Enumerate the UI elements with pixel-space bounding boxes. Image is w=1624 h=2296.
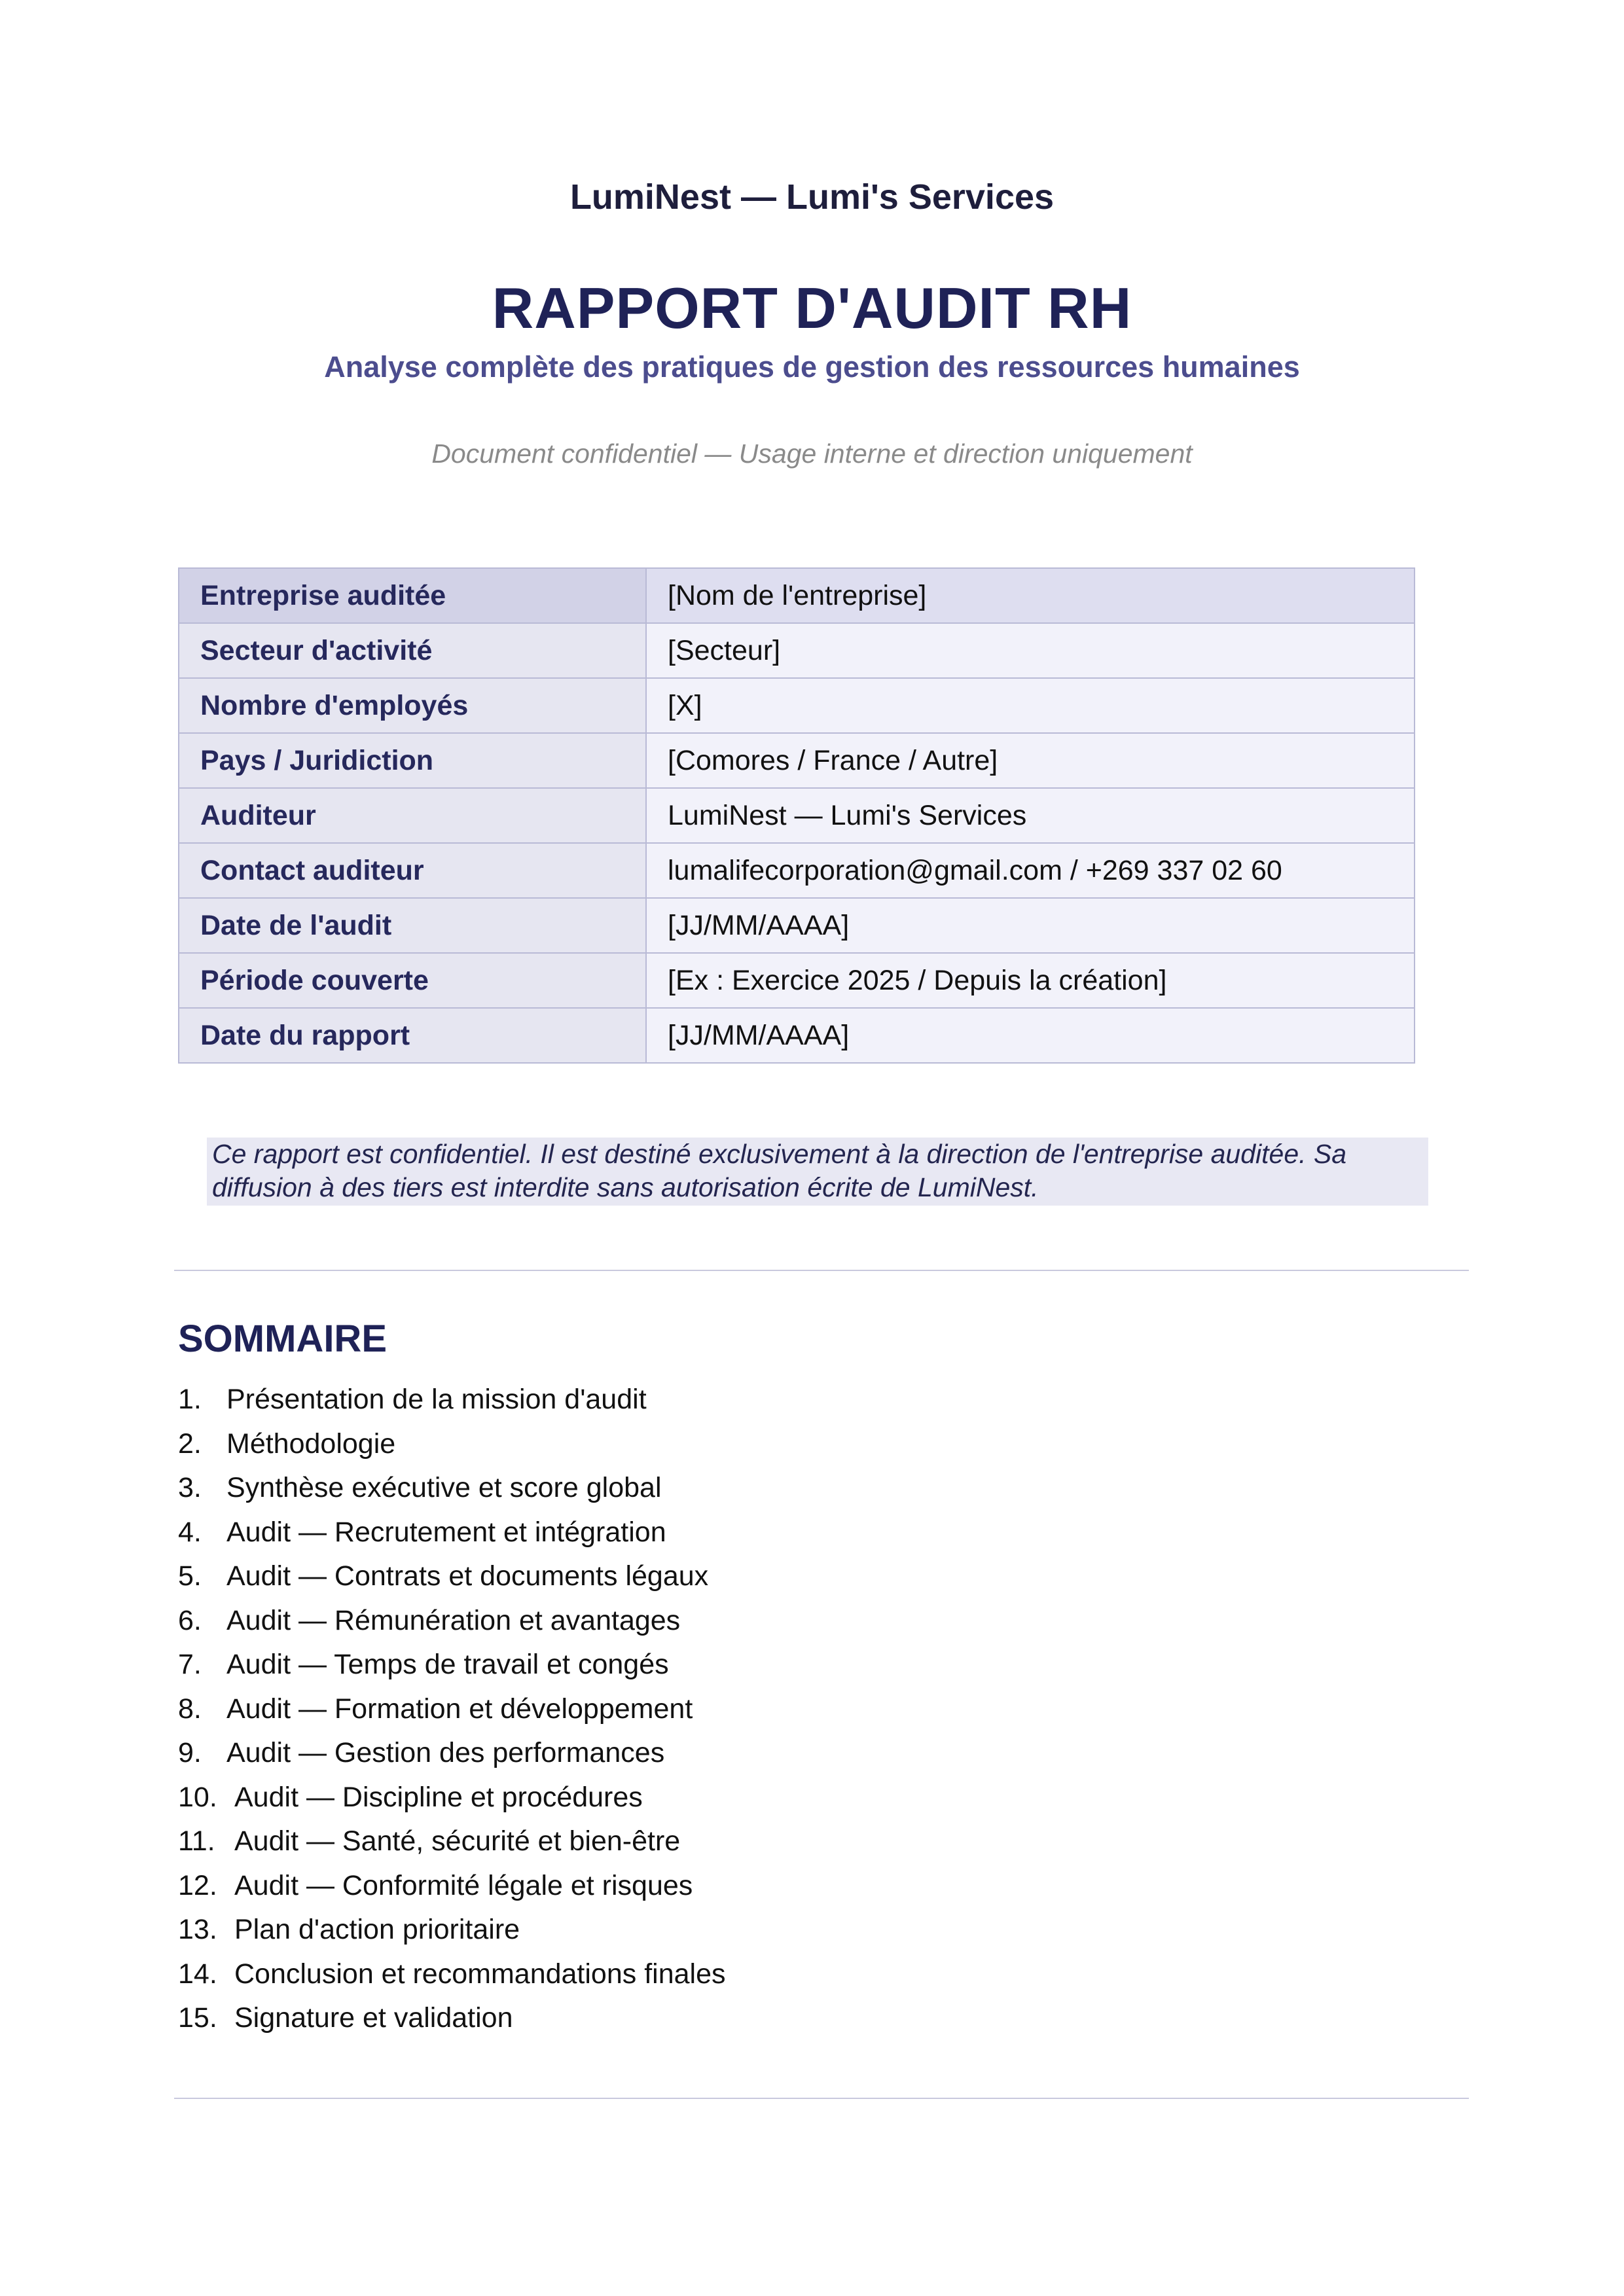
toc-item: [178, 1776, 726, 1820]
info-value: [X]: [646, 678, 1415, 733]
toc-item-label: Audit — Gestion des performances: [226, 1737, 665, 1768]
toc-item-label: Audit — Santé, sécurité et bien-être: [234, 1825, 681, 1857]
toc-item: [178, 1643, 726, 1687]
toc-item: [178, 1511, 726, 1555]
table-of-contents: [178, 1378, 726, 2041]
toc-item-label: Audit — Formation et développement: [226, 1693, 693, 1725]
audit-info-table: [178, 567, 1415, 1064]
toc-item: [178, 1422, 726, 1467]
report-subtitle: Analyse complète des pratiques de gestion des ressources humaines: [324, 350, 1300, 384]
confidential-note: Document confidentiel — Usage interne et direction uniquement: [431, 439, 1193, 469]
info-label: Période couverte: [179, 953, 646, 1008]
toc-item: [178, 1996, 726, 2041]
info-row: [179, 953, 1415, 1008]
info-value: [JJ/MM/AAAA]: [646, 898, 1415, 953]
toc-item: [178, 1864, 726, 1909]
info-row: [179, 678, 1415, 733]
info-label: Contact auditeur: [179, 843, 646, 898]
toc-item: [178, 1908, 726, 1952]
toc-item: [178, 1687, 726, 1732]
info-row: [179, 623, 1415, 678]
sommaire-title: SOMMAIRE: [178, 1318, 387, 1360]
section-divider: [174, 2098, 1469, 2099]
toc-item-number: 12.: [178, 1869, 217, 1901]
toc-item-label: Présentation de la mission d'audit: [226, 1384, 647, 1415]
toc-item-number: 5.: [178, 1560, 202, 1592]
info-row: [179, 568, 1415, 623]
info-label: Secteur d'activité: [179, 623, 646, 678]
toc-item-number: 11.: [178, 1825, 215, 1857]
toc-item-number: 9.: [178, 1737, 202, 1768]
info-row: [179, 898, 1415, 953]
toc-item-label: Audit — Discipline et procédures: [234, 1781, 643, 1813]
toc-item: [178, 1820, 726, 1864]
toc-item-number: 1.: [178, 1384, 202, 1415]
info-row: [179, 733, 1415, 788]
info-value: [Comores / France / Autre]: [646, 733, 1415, 788]
toc-item-number: 4.: [178, 1516, 202, 1548]
section-divider: [174, 1270, 1469, 1271]
toc-item: [178, 1599, 726, 1643]
info-label: Pays / Juridiction: [179, 733, 646, 788]
toc-item: [178, 1731, 726, 1776]
toc-item-label: Synthèse exécutive et score global: [226, 1472, 662, 1503]
toc-item-number: 15.: [178, 2002, 217, 2034]
info-value: [Ex : Exercice 2025 / Depuis la création]: [646, 953, 1415, 1008]
toc-item-number: 10.: [178, 1781, 217, 1813]
toc-item: [178, 1554, 726, 1599]
toc-item: [178, 1378, 726, 1422]
confidentiality-notice: [207, 1138, 1428, 1206]
info-value: lumalifecorporation@gmail.com / +269 337 02 60: [646, 843, 1415, 898]
info-label: Date du rapport: [179, 1008, 646, 1063]
info-label: Entreprise auditée: [179, 568, 646, 623]
toc-item-number: 6.: [178, 1604, 202, 1636]
report-title: RAPPORT D'AUDIT RH: [492, 276, 1132, 340]
info-value: LumiNest — Lumi's Services: [646, 788, 1415, 843]
toc-item-label: Audit — Recrutement et intégration: [226, 1516, 666, 1548]
toc-item-label: Audit — Temps de travail et congés: [226, 1649, 669, 1680]
notice-line: diffusion à des tiers est interdite sans autorisation écrite de LumiNest.: [212, 1172, 1039, 1202]
toc-item-number: 13.: [178, 1914, 217, 1945]
info-value: [Nom de l'entreprise]: [646, 568, 1415, 623]
notice-line: Ce rapport est confidentiel. Il est destiné exclusivement à la direction de l'entreprise auditée. Sa: [212, 1139, 1347, 1169]
toc-item-label: Signature et validation: [234, 2002, 513, 2034]
toc-item-label: Plan d'action prioritaire: [234, 1914, 520, 1945]
toc-item-number: 14.: [178, 1958, 217, 1990]
company-name: LumiNest — Lumi's Services: [569, 177, 1055, 217]
toc-item: [178, 1466, 726, 1511]
info-label: Nombre d'employés: [179, 678, 646, 733]
toc-item-number: 3.: [178, 1472, 202, 1503]
toc-item-number: 7.: [178, 1649, 202, 1680]
toc-item-label: Audit — Contrats et documents légaux: [226, 1560, 709, 1592]
toc-item-label: Méthodologie: [226, 1427, 396, 1460]
info-value: [Secteur]: [646, 623, 1415, 678]
toc-item-label: Audit — Conformité légale et risques: [234, 1869, 693, 1901]
info-value: [JJ/MM/AAAA]: [646, 1008, 1415, 1063]
info-row: [179, 788, 1415, 843]
info-label: Date de l'audit: [179, 898, 646, 953]
info-row: [179, 1008, 1415, 1063]
toc-item-label: Conclusion et recommandations finales: [234, 1958, 726, 1990]
toc-item-label: Audit — Rémunération et avantages: [226, 1604, 681, 1636]
toc-item-number: 8.: [178, 1693, 202, 1725]
toc-item-number: 2.: [178, 1427, 202, 1460]
info-label: Auditeur: [179, 788, 646, 843]
toc-item: [178, 1952, 726, 1997]
info-row: [179, 843, 1415, 898]
